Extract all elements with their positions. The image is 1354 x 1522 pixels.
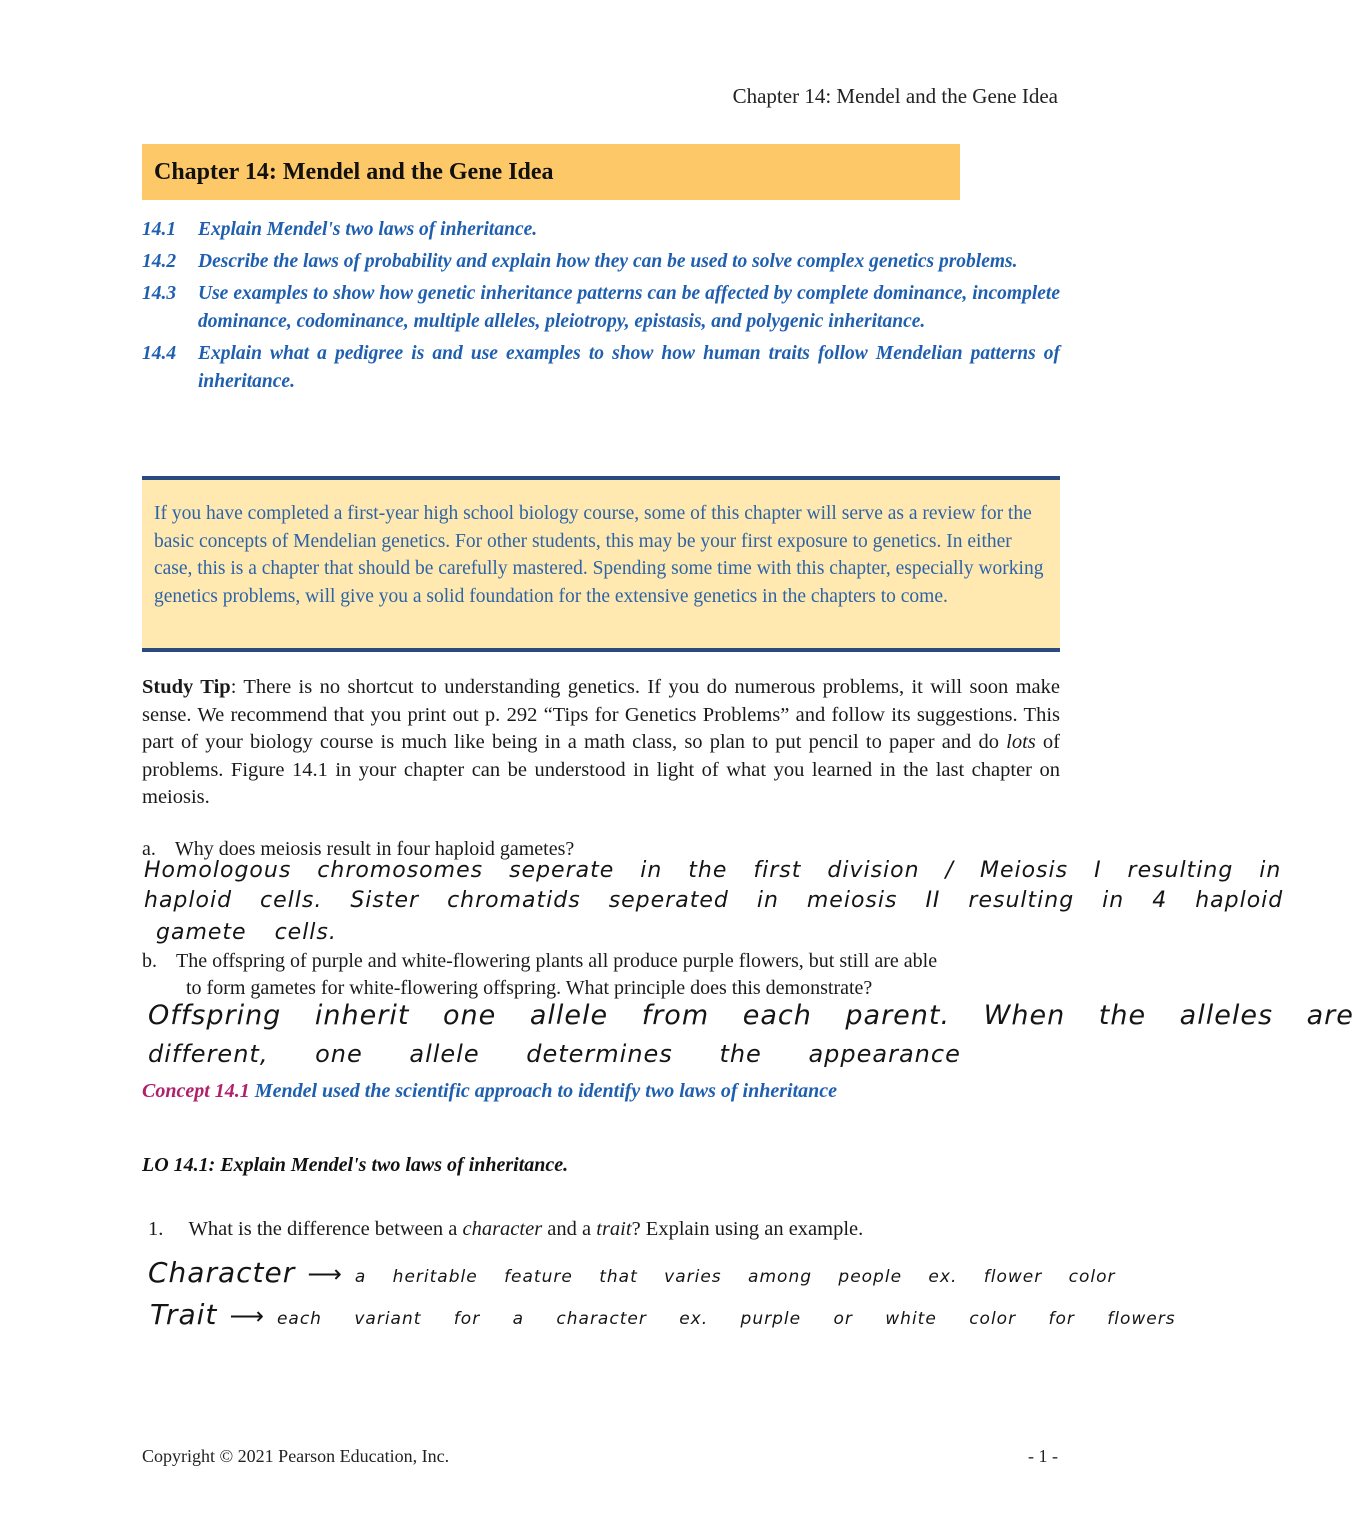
objective-item [142, 216, 1060, 244]
objective-item [142, 248, 1060, 276]
objective-text: Describe the laws of probability and explain how they can be used to solve complex genetics problems. [198, 251, 1018, 272]
question-1-text: What is the difference between a [188, 1218, 463, 1240]
question-b-text-line-2: to form gametes for white-flowering offspring. What principle does this demonstrate? [186, 977, 873, 999]
footer-page-number: - 1 - [1028, 1446, 1058, 1466]
question-1-label: 1. [148, 1218, 164, 1240]
objective-text: Explain what a pedigree is and use examples to show how human traits follow Mendelian patterns of inheritance. [198, 343, 1060, 392]
arrow-icon: ⟶ [307, 1260, 343, 1288]
objective-number: 14.1 [142, 219, 177, 240]
question-a-text: Why does meiosis result in four haploid gametes? [174, 838, 575, 860]
question-1-term-character: character [462, 1218, 543, 1240]
running-header: Chapter 14: Mendel and the Gene Idea [732, 84, 1058, 108]
question-a-label: a. [142, 838, 156, 860]
intro-callout-box [142, 476, 1060, 652]
objective-number: 14.2 [142, 251, 177, 272]
concept-text: Mendel used the scientific approach to identify two laws of inheritance [254, 1080, 837, 1102]
objective-number: 14.4 [142, 343, 177, 364]
answer-1-definition: each variant for a character ex. purple or white color for flowers [276, 1309, 1176, 1329]
footer-copyright: Copyright © 2021 Pearson Education, Inc. [142, 1446, 450, 1466]
answer-a-line-2: haploid cells. Sister chromatids seperated in meiosis II resulting in 4 haploid [144, 888, 1284, 913]
answer-1-line-1 [148, 1256, 1116, 1289]
objective-text: Use examples to show how genetic inheritance patterns can be affected by complete dominance, incomplete dominance, codominance, multiple alleles, pleiotropy, epistasis, and polygenic inheritance. [198, 283, 1060, 332]
objective-item [142, 280, 1060, 336]
answer-b-line-2: different, one allele determines the appearance [148, 1040, 961, 1068]
study-tip-text: : There is no shortcut to understanding genetics. If you do numerous problems, it will soon make sense. We recommend that you print out p. 292 “Tips for Genetics Problems” and follow its suggestions. This part of your biology course is much like being in a math class, so plan to put pencil to paper and do [142, 676, 1060, 753]
answer-b-line-1: Offspring inherit one allele from each parent. When the alleles are [148, 1000, 1354, 1031]
answer-1-term-trait: Trait [150, 1298, 218, 1331]
learning-objective-heading: LO 14.1: Explain Mendel's two laws of inheritance. [142, 1154, 569, 1176]
objective-text: Explain Mendel's two laws of inheritance. [198, 219, 538, 240]
question-b-text-line-1: The offspring of purple and white-flowering plants all produce purple flowers, but still are able [176, 950, 938, 972]
concept-label: Concept 14.1 [142, 1080, 250, 1102]
arrow-icon: ⟶ [229, 1302, 265, 1330]
answer-a-line-1: Homologous chromosomes seperate in the first division / Meiosis I resulting in [144, 858, 1282, 883]
question-b [142, 948, 937, 975]
answer-a-line-3: gamete cells. [156, 920, 337, 945]
answer-1-definition: a heritable feature that varies among people ex. flower color [354, 1267, 1116, 1287]
question-1 [148, 1218, 863, 1241]
chapter-title-bar [142, 144, 960, 200]
study-tip [142, 674, 1060, 812]
learning-objectives [142, 216, 1060, 400]
study-tip-text-end: of problems. Figure 14.1 in your chapter can be understood in light of what you learned in the last chapter on meiosis. [142, 731, 1061, 808]
chapter-title: Chapter 14: Mendel and the Gene Idea [154, 158, 554, 185]
question-1-text-mid: and a [542, 1218, 597, 1240]
question-1-term-trait: trait [596, 1218, 632, 1240]
objective-item [142, 340, 1060, 396]
question-b-label: b. [142, 950, 157, 972]
study-tip-emphasis: lots [1006, 731, 1036, 753]
answer-1-term-character: Character [148, 1256, 296, 1289]
callout-text: If you have completed a first-year high school biology course, some of this chapter will serve as a review for the basic concepts of Mendelian genetics. For other students, this may be your first exposure to genetics. In either case, this is a chapter that should be carefully mastered. Spending some time with this chapter, especially working genetics problems, will give you a solid foundation for the extensive genetics in the chapters to come. [154, 503, 1044, 607]
study-tip-label: Study Tip [142, 676, 231, 698]
concept-heading [142, 1080, 837, 1103]
question-1-text-end: ? Explain using an example. [631, 1218, 864, 1240]
objective-number: 14.3 [142, 283, 177, 304]
answer-1-line-2 [150, 1298, 1176, 1331]
